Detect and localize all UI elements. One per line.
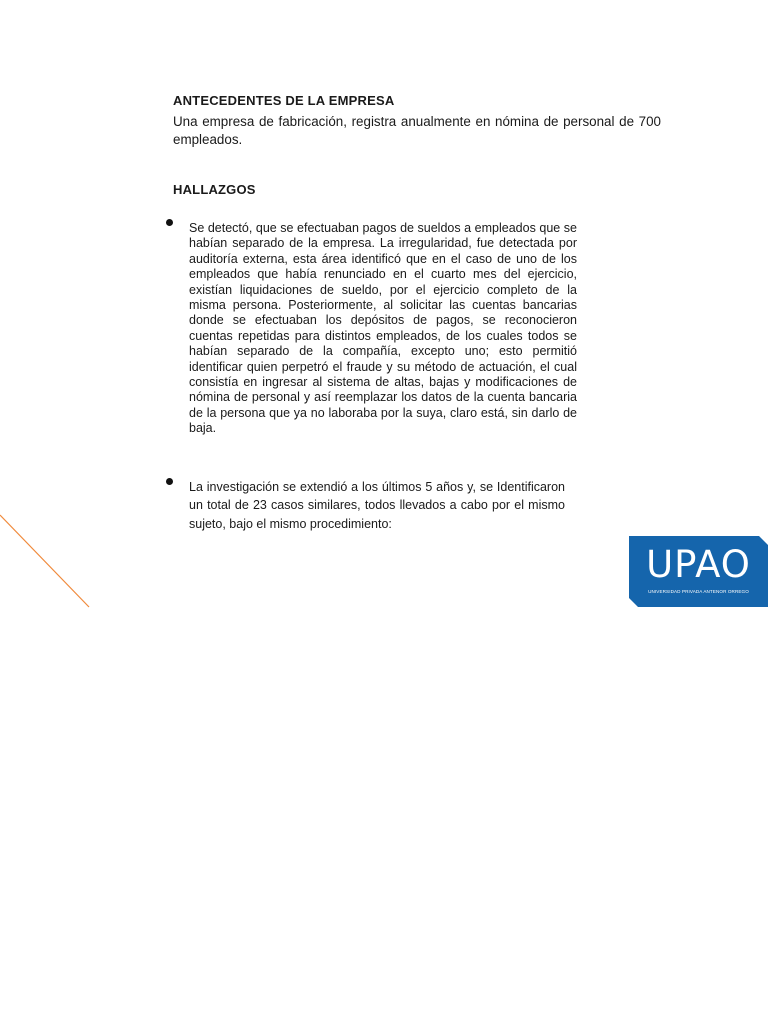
hallazgo-item-2: La investigación se extendió a los últimos 5 años y, se Identificaron un total de 23 casos similares, todos llevados a cabo por el mismo sujeto, bajo el mismo procedimiento: (189, 480, 565, 531)
logo-subtitle: UNIVERSIDAD PRIVADA ANTENOR ORREGO (648, 589, 749, 594)
antecedentes-paragraph: Una empresa de fabricación, registra anualmente en nómina de personal de 700 empleados. (173, 114, 661, 147)
decorative-accent-line (0, 0, 100, 620)
antecedentes-heading: ANTECEDENTES DE LA EMPRESA (173, 93, 395, 108)
bullet-icon (166, 219, 173, 226)
orange-diagonal-line (0, 515, 89, 607)
bullet-icon (166, 478, 173, 485)
upao-logo (629, 536, 768, 607)
hallazgo-item-1: Se detectó, que se efectuaban pagos de sueldos a empleados que se habían separado de la empresa. La irregularidad, fue detectada por auditoría externa, esta área identificó que en el caso de uno de los empleados que había renunciado en el cuarto mes del ejercicio, existían liquidaciones de sueldo, por el ejercicio completo de la misma persona. Posteriormente, al solicitar las cuentas bancarias donde se efectuaban los depósitos de pagos, se reconocieron cuentas repetidas para distintos empleados, de los cuales todos se habían separado de la compañía, excepto uno; esto permitió identificar quien perpetró el fraude y su método de actuación, el cual consistía en ingresar al sistema de altas, bajas y modificaciones de nómina de personal y así reemplazar los datos de la cuenta bancaria de la persona que ya no laboraba por la suya, claro está, sin darlo de baja. (189, 221, 577, 436)
logo-wordmark: UPAO (646, 543, 751, 586)
hallazgos-heading: HALLAZGOS (173, 182, 256, 197)
